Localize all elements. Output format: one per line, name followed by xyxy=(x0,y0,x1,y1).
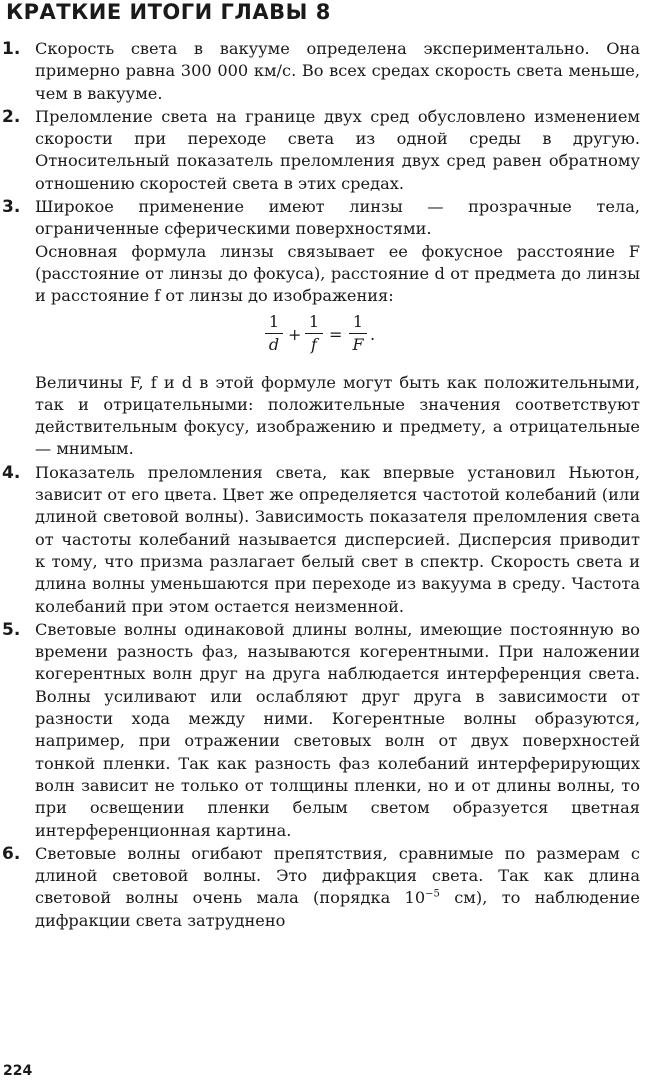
item-text-part-2: см), то наблюдение дифракции света затруднено xyxy=(35,888,640,930)
fraction-1-over-F xyxy=(349,312,367,355)
list-item-6 xyxy=(0,843,640,932)
page-number: 224 xyxy=(3,1063,33,1079)
denominator: F xyxy=(352,334,364,354)
list-item-4 xyxy=(0,462,640,618)
item-text: Световые волны одинаковой длины волны, имеющие постоянную во времени разность фаз, называются когерентными. При наложении когерентных волн друг на друга наблюдается интерференция света. Волны усиливают или ослабляют друг друга в зависимости от разности хода между ними. Когерентные волны образуются, например, при отражении световых волн от двух поверхностей тонкой пленки. Так как разность фаз колебаний интерферирующих волн зависит не только от толщины пленки, но и от длины волны, то при освещении пленки белым светом образуется цветная интерференционная картина. xyxy=(35,619,640,840)
fraction-1-over-d xyxy=(265,312,283,355)
list-item-3 xyxy=(0,196,640,461)
item-number: 6. xyxy=(2,843,21,864)
numerator: 1 xyxy=(308,311,320,331)
equals-sign: = xyxy=(329,324,343,344)
item-number: 4. xyxy=(2,462,21,483)
numerator: 1 xyxy=(268,311,280,331)
item-text-part-1: Световые волны огибают препятствия, сравнимые по размерам с длиной световой волны. Это дифракция света. Так как длина световой волны очень мала (порядка 10 xyxy=(35,843,640,908)
numerator: 1 xyxy=(352,311,364,331)
item-text: Скорость света в вакууме определена экспериментально. Она примерно равна 300 000 км/с. Во всех средах скорость света меньше, чем в вакууме. xyxy=(35,39,640,103)
denominator: f xyxy=(311,334,317,354)
item-text: Показатель преломления света, как впервые установил Ньютон, зависит от его цвета. Цвет же определяется частотой колебаний (или длиной световой волны). Зависимость показателя преломления света от частоты колебаний называется дисперсией. Дисперсия приводит к тому, что призма разлагает белый свет в спектр. Скорость света и длина волны уменьшаются при переходе из вакуума в среду. Частота колебаний при этом остается неизменной. xyxy=(35,462,640,616)
summary-list xyxy=(0,38,640,933)
fraction-bar xyxy=(265,333,283,334)
list-item-2 xyxy=(0,106,640,195)
denominator: d xyxy=(268,334,280,354)
exponent: −5 xyxy=(425,889,440,900)
item-number: 2. xyxy=(2,106,21,127)
fraction-bar xyxy=(349,333,367,334)
lens-formula xyxy=(35,312,640,372)
item-number: 5. xyxy=(2,619,21,640)
plus-sign: + xyxy=(288,324,302,344)
item-text-lenses: Широкое применение имеют линзы — прозрачные тела, ограниченные сферическими поверхностями. xyxy=(35,197,640,239)
fraction-1-over-f xyxy=(305,312,323,355)
chapter-summary-title: КРАТКИЕ ИТОГИ ГЛАВЫ 8 xyxy=(6,0,331,24)
item-text: Преломление света на границе двух сред обусловлено изменением скорости при переходе света из одной среды в другую. Относительный показатель преломления двух сред равен обратному отношению скоростей света в этих средах. xyxy=(35,106,640,193)
item-number: 3. xyxy=(2,197,21,218)
item-text xyxy=(35,843,640,932)
list-item-1 xyxy=(0,38,640,105)
item-text-sign-convention: Величины F, f и d в этой формуле могут быть как положительными, так и отрицательными: положительные значения соответствуют действительным фокусу, изображению и предмету, а отрицательные — мнимым. xyxy=(35,372,640,459)
item-number: 1. xyxy=(2,39,21,59)
formula-period: . xyxy=(370,324,376,344)
fraction-bar xyxy=(305,333,323,334)
item-text-lens-formula-intro: Основная формула линзы связывает ее фокусное расстояние F (расстояние от линзы до фокуса), расстояние d от предмета до линзы и расстояние f от линзы до изображения: xyxy=(35,241,640,306)
list-item-5 xyxy=(0,619,640,842)
